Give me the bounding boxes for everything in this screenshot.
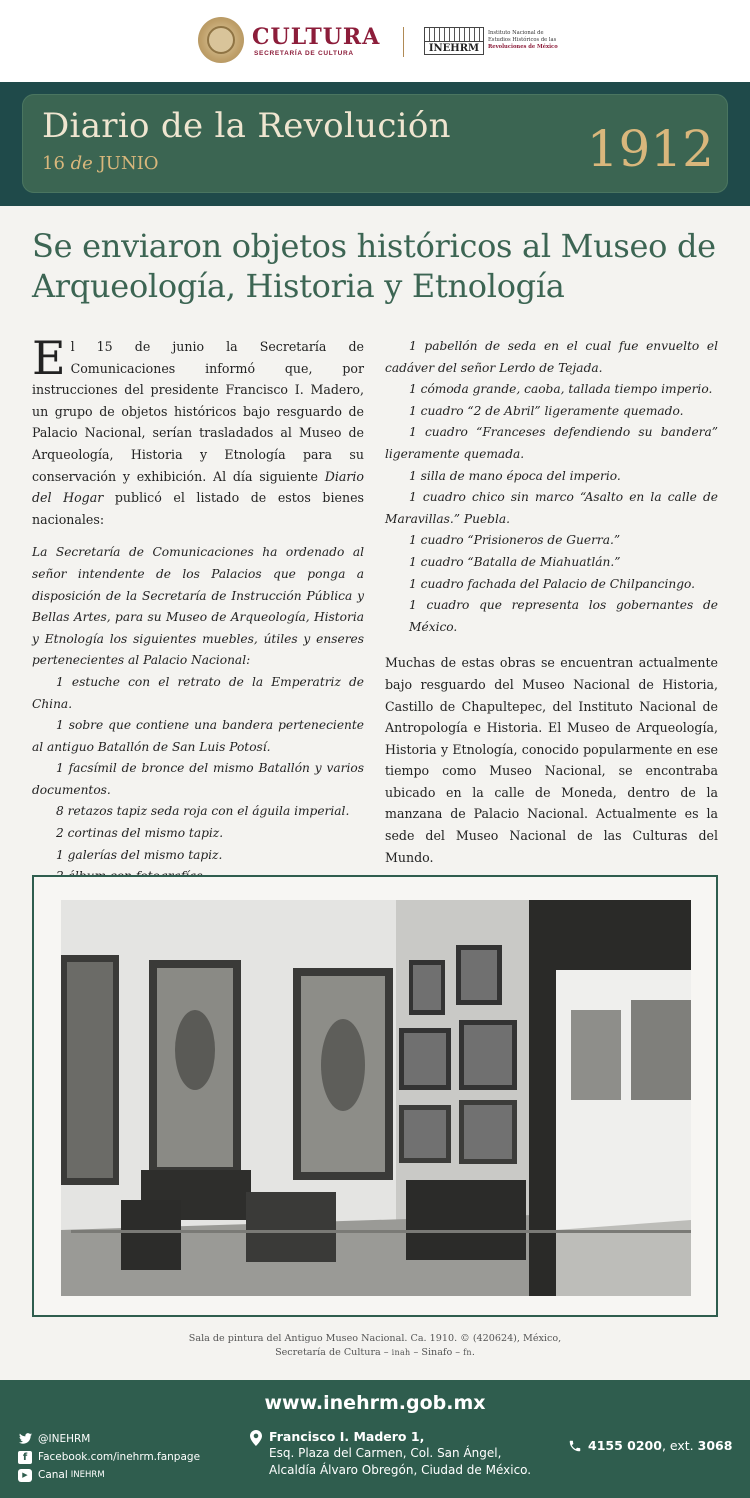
address-line-2: Esq. Plaza del Carmen, Col. San Ángel, (269, 1446, 502, 1460)
quote-intro: La Secretaría de Comunicaciones ha ordenado al señor intendente de los Palacios que ponga a disposición de la Secretaría de Instrucción Pública y Bellas Artes, para su Museo de Arqueología, Historia y Etnología los siguientes muebles, útiles y enseres pertenecientes al Palacio Nacional: (32, 545, 364, 668)
inventory-item: 1 cuadro “2 de Abril” ligeramente quemado. (409, 403, 684, 418)
phone-icon (568, 1439, 582, 1453)
location-pin-icon (250, 1430, 262, 1446)
mexico-seal-logo (198, 17, 244, 63)
inehrm-acronym: INEHRM (424, 41, 484, 55)
cultura-logo-name: CULTURA (252, 24, 381, 50)
inehrm-building-icon (424, 27, 484, 41)
header-band (0, 82, 750, 206)
inventory-item: 1 cuadro fachada del Palacio de Chilpancingo. (409, 576, 696, 591)
inventory-quote (32, 542, 364, 909)
issue-date: 16 de JUNIO (42, 153, 159, 174)
inventory-item: 1 facsímil de bronce del mismo Batallón y varios documentos. (32, 761, 364, 797)
address-street: Francisco I. Madero 1, (269, 1429, 425, 1444)
inventory-item: 1 cuadro “Franceses defendiendo su bandera” ligeramente quemada. (385, 425, 718, 461)
youtube-icon: ▶ (18, 1469, 32, 1482)
drop-cap: E (32, 331, 66, 385)
inventory-item: 1 pabellón de seda en el cual fue envuelto el cadáver del señor Lerdo de Tejada. (385, 339, 718, 375)
inventory-item: 1 cuadro “Prisioneros de Guerra.” (409, 533, 621, 548)
series-title: Diario de la Revolución (42, 106, 451, 146)
closing-paragraph: Muchas de estas obras se encuentran actualmente bajo resguardo del Museo Nacional de Historia, Castillo de Chapultepec, del Instituto Nacional de Antropología e Historia. El Museo de Arqueología, Historia y Etnología, conocido popularmente en ese tiempo como Museo Nacional, se encontraba ubicado en la calle de Moneda, dentro de la manzana de Palacio Nacional. Actualmente es la sede del Museo Nacional de las Culturas del Mundo. (385, 655, 718, 865)
inventory-item: 1 silla de mano época del imperio. (409, 468, 621, 483)
twitter-icon (18, 1433, 32, 1446)
photo-caption: Sala de pintura del Antiguo Museo Nacional. Ca. 1910. © (420624), México, Secretaría de Cultura – inah – Sinafo – fn. (188, 1333, 562, 1358)
inehrm-logo (424, 27, 484, 55)
inventory-item: 1 galerías del mismo tapiz. (56, 847, 223, 862)
inventory-item: 1 cuadro que representa los gobernantes de México. (409, 598, 718, 634)
address-block (250, 1428, 531, 1479)
logo-bar (0, 0, 750, 82)
cultura-logo-subtitle: SECRETARÍA DE CULTURA (254, 50, 354, 57)
museum-room-photo (61, 900, 691, 1296)
photo-frame (32, 875, 718, 1317)
article-column-right (385, 336, 718, 868)
facebook-icon: f (18, 1451, 32, 1464)
article-column-left (32, 331, 364, 909)
article-headline: Se enviaron objetos históricos al Museo de Arqueología, Historia y Etnología (32, 227, 716, 305)
address-line-3: Alcaldía Álvaro Obregón, Ciudad de México. (269, 1463, 532, 1477)
youtube-link[interactable]: ▶ Canal INEHRM (18, 1466, 200, 1484)
photo-illustration (61, 900, 691, 1296)
inventory-item: 1 cómoda grande, caoba, tallada tiempo imperio. (409, 382, 713, 397)
social-links (18, 1430, 200, 1484)
footer (0, 1380, 750, 1498)
inventory-item: 2 cortinas del mismo tapiz. (56, 826, 224, 841)
inventory-item: 1 cuadro “Batalla de Miahuatlán.” (409, 554, 621, 569)
issue-year: 1912 (586, 120, 714, 178)
inventory-item: 1 estuche con el retrato de la Emperatriz de China. (32, 674, 364, 711)
inventory-item: 8 retazos tapiz seda roja con el águila imperial. (56, 804, 350, 819)
twitter-link[interactable]: @INEHRM (18, 1430, 200, 1448)
website-link[interactable]: www.inehrm.gob.mx (264, 1392, 486, 1414)
logo-divider (403, 27, 404, 57)
header-panel (22, 94, 728, 193)
newspaper-name: Diario del Hogar (32, 468, 364, 506)
phone-contact[interactable]: 4155 0200 , ext. 3068 (568, 1438, 732, 1453)
inventory-item: 1 sobre que contiene una bandera perteneciente al antiguo Batallón de San Luis Potosí. (32, 718, 364, 754)
facebook-link[interactable]: f Facebook.com/inehrm.fanpage (18, 1448, 200, 1466)
inehrm-full-name: Instituto Nacional de Estudios Históricos de las Revoluciones de México (488, 30, 558, 50)
inventory-item: 1 cuadro chico sin marco “Asalto en la calle de Maravillas.” Puebla. (385, 490, 718, 526)
phone-extension: 3068 (697, 1438, 733, 1453)
intro-paragraph: El 15 de junio la Secretaría de Comunicaciones informó que, por instrucciones del presidente Francisco I. Madero, un grupo de objetos históricos bajo resguardo de Palacio Nacional, serían trasladados al Museo de Arqueología, Historia y Etnología para su conservación y exhibición. Al día siguiente Diario del Hogar publicó el listado de estos bienes nacionales: (32, 331, 364, 527)
phone-number: 4155 0200 (588, 1438, 662, 1453)
